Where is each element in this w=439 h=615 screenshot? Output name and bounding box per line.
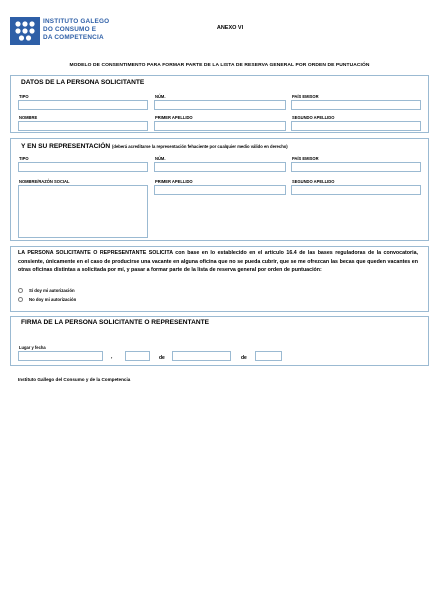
representation-segundo-label: SEGUNDO APELLIDO	[292, 179, 335, 184]
option-no-label: No doy mi autorización	[29, 297, 77, 302]
applicant-num-field[interactable]	[154, 100, 286, 110]
consent-text: LA PERSONA SOLICITANTE O REPRESENTANTE SOLICITA con base en lo establecido en el artículo 16.4 de las bases reguladoras de la convocatoria, consiente, únicamente en el caso de producirse una vacante en alguna oficina que no se pueda cubrir, que se me ofrezcan las becas que queden vacantes en otras oficinas distintas a solicitada por mí, y pasar a formar parte de la lista de reserva general por orden de puntuación:	[18, 250, 418, 274]
applicant-pais-field[interactable]	[291, 100, 421, 110]
representation-pais-field[interactable]	[291, 162, 421, 172]
applicant-nombre-field[interactable]	[18, 121, 148, 131]
document-title: MODELO DE CONSENTIMENTO PARA FORMAR PARTE DE LA LISTA DE RESERVA GENERAL POR ORDEN DE PUNTUACIÓN	[69, 63, 370, 68]
applicant-segundo-field[interactable]	[291, 121, 421, 131]
logo-line-2: DO CONSUMO E	[43, 26, 97, 33]
representation-title-text: Y EN SU REPRESENTACIÓN	[21, 143, 111, 150]
applicant-num-label: NÚM.	[155, 94, 166, 99]
applicant-primer-field[interactable]	[154, 121, 286, 131]
representation-segundo-field[interactable]	[291, 185, 421, 195]
signature-section-title: FIRMA DE LA PERSONA SOLICITANTE O REPRESENTANTE	[21, 319, 210, 326]
representation-num-label: NÚM.	[155, 156, 166, 161]
annex-label: ANEXO VI	[216, 25, 244, 31]
applicant-pais-label: PAÍS EMISOR	[292, 94, 319, 99]
applicant-tipo-label: TIPO	[19, 94, 29, 99]
comma-separator: ,	[111, 354, 113, 360]
logo-line-3: DA COMPETENCIA	[43, 34, 104, 41]
applicant-primer-label: PRIMER APELLIDO	[155, 115, 193, 120]
option-no-radio[interactable]	[18, 297, 23, 302]
year-field[interactable]	[255, 351, 282, 361]
applicant-tipo-field[interactable]	[18, 100, 148, 110]
day-field[interactable]	[125, 351, 150, 361]
representation-nombre-field[interactable]	[18, 185, 148, 238]
de-separator-1: de	[159, 355, 165, 361]
place-field[interactable]	[18, 351, 103, 361]
representation-tipo-label: TIPO	[19, 156, 29, 161]
option-yes-label: Sí doy mi autorización	[29, 288, 75, 293]
representation-tipo-field[interactable]	[18, 162, 148, 172]
logo-line-1: INSTITUTO GALEGO	[43, 18, 110, 25]
representation-primer-field[interactable]	[154, 185, 286, 195]
month-field[interactable]	[172, 351, 231, 361]
option-yes-radio[interactable]	[18, 288, 23, 293]
place-date-label: Lugar y fecha	[19, 345, 46, 350]
representation-num-field[interactable]	[154, 162, 286, 172]
representation-note: (deberá acreditarse la representación fehaciente por cualquier medio válido en derecho)	[112, 144, 288, 149]
institute-logo	[10, 17, 135, 47]
logo-text	[43, 18, 109, 42]
representation-nombre-label: NOMBRE/RAZÓN SOCIAL	[19, 179, 70, 184]
footer-institution: Instituto Gallego del Consumo y de la Competencia	[18, 377, 131, 382]
applicant-nombre-label: NOMBRE	[19, 115, 38, 120]
institute-logo-icon	[10, 17, 40, 45]
representation-primer-label: PRIMER APELLIDO	[155, 179, 193, 184]
applicant-segundo-label: SEGUNDO APELLIDO	[292, 115, 335, 120]
representation-pais-label: PAÍS EMISOR	[292, 156, 319, 161]
applicant-section-title: DATOS DE LA PERSONA SOLICITANTE	[21, 79, 145, 86]
representation-section-title	[21, 143, 288, 150]
de-separator-2: de	[241, 355, 247, 361]
